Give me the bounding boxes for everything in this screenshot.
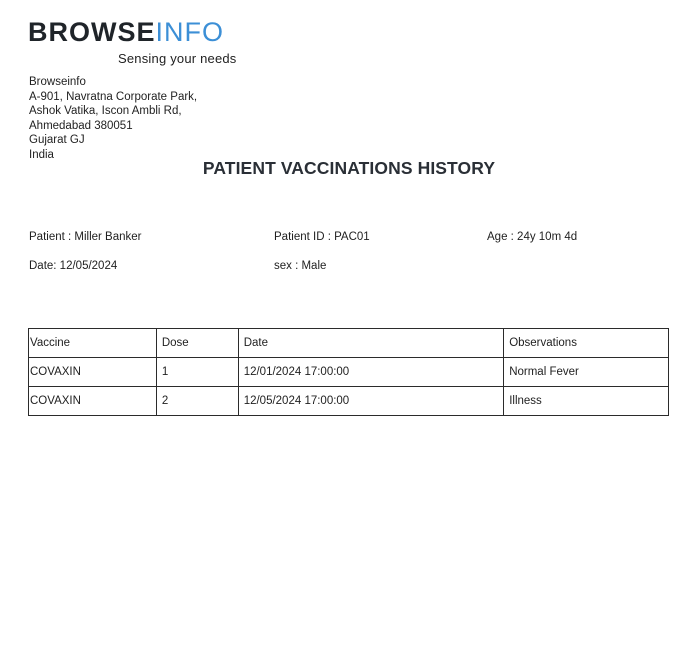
company-name: Browseinfo — [29, 76, 86, 88]
table-header-row — [29, 329, 669, 358]
column-header-observations: Observations — [504, 329, 669, 358]
address-city: Ahmedabad 380051 — [29, 119, 133, 132]
logo-wordmark — [28, 15, 224, 49]
vaccination-table — [28, 328, 669, 416]
address-line-2: Ashok Vatika, Iscon Ambli Rd, — [29, 105, 182, 118]
cell-date: 12/05/2024 17:00:00 — [238, 387, 504, 416]
patient-age: Age : 24y 10m 4d — [487, 231, 578, 243]
cell-observations: Normal Fever — [504, 358, 669, 387]
report-title: PATIENT VACCINATIONS HISTORY — [202, 158, 496, 178]
cell-vaccine: COVAXIN — [29, 387, 157, 416]
table-row — [29, 358, 669, 387]
address-state: Gujarat GJ — [29, 134, 85, 147]
report-date: Date: 12/05/2024 — [29, 260, 118, 272]
cell-dose: 2 — [156, 387, 238, 416]
table-row — [29, 387, 669, 416]
browseinfo-logo — [28, 15, 238, 70]
address-country: India — [29, 148, 54, 161]
logo-text-dark: BROWSE — [28, 17, 156, 47]
patient-id: Patient ID : PAC01 — [274, 231, 370, 243]
cell-dose: 1 — [156, 358, 238, 387]
patient-name: Patient : Miller Banker — [29, 231, 142, 243]
column-header-date: Date — [238, 329, 504, 358]
column-header-dose: Dose — [156, 329, 238, 358]
logo-text-blue: INFO — [155, 17, 224, 47]
cell-vaccine: COVAXIN — [29, 358, 157, 387]
address-line-1: A-901, Navratna Corporate Park, — [29, 90, 198, 103]
logo-tagline: Sensing your needs — [118, 51, 237, 66]
patient-sex: sex : Male — [274, 260, 327, 272]
cell-observations: Illness — [504, 387, 669, 416]
cell-date: 12/01/2024 17:00:00 — [238, 358, 504, 387]
company-address — [29, 75, 197, 163]
column-header-vaccine: Vaccine — [29, 329, 157, 358]
